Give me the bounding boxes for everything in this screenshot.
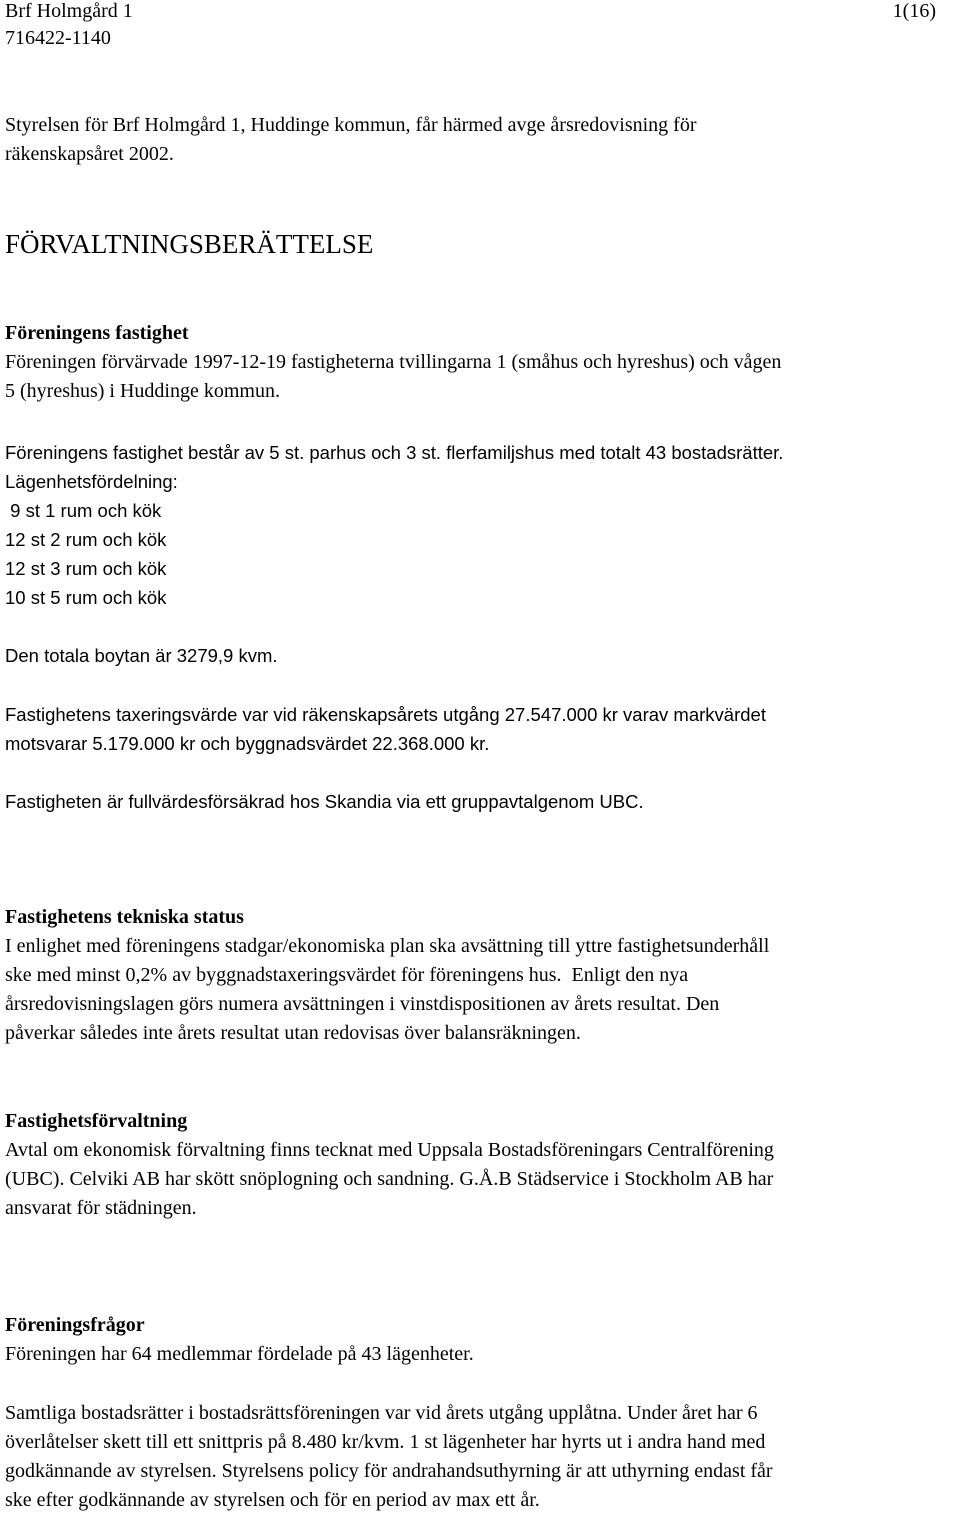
distribution-item: 10 st 5 rum och kök (5, 587, 167, 608)
tekniska-line: ske med minst 0,2% av byggnadstaxeringsvärdet för föreningens hus. Enligt den nya (5, 964, 689, 986)
foreningsfragor-line: överlåtelser skett till ett snittpris på 8.480 kr/kvm. 1 st lägenheter har hyrts ut i andra hand med (5, 1431, 766, 1453)
intro-line-2: räkenskapsåret 2002. (5, 143, 174, 165)
org-name: Brf Holmgård 1 (5, 0, 133, 22)
living-area: Den totala boytan är 3279,9 kvm. (5, 645, 278, 666)
forvaltning-line: (UBC). Celviki AB har skött snöplogning och sandning. G.Å.B Städservice i Stockholm AB har (5, 1168, 774, 1190)
fastighet-composition: Föreningens fastighet består av 5 st. parhus och 3 st. flerfamiljshus med totalt 43 bostadsrätter. (5, 442, 784, 463)
tekniska-line: I enlighet med föreningens stadgar/ekonomiska plan ska avsättning till yttre fastighetsunderhåll (5, 935, 770, 957)
foreningsfragor-line: Samtliga bostadsrätter i bostadsrättsföreningen var vid årets utgång upplåtna. Under året har 6 (5, 1402, 758, 1424)
intro-line-1: Styrelsen för Brf Holmgård 1, Huddinge kommun, får härmed avge årsredovisning för (5, 114, 697, 136)
section-heading-forvaltning: Fastighetsförvaltning (5, 1110, 188, 1132)
tax-value-line-1: Fastighetens taxeringsvärde var vid räkenskapsårets utgång 27.547.000 kr varav markvärdet (5, 704, 766, 725)
page-number: 1(16) (892, 0, 936, 22)
section-heading-fastighet: Föreningens fastighet (5, 322, 189, 344)
fastighet-line-2: 5 (hyreshus) i Huddinge kommun. (5, 380, 280, 402)
tekniska-line: påverkar således inte årets resultat utan redovisas över balansräkningen. (5, 1022, 581, 1044)
distribution-label: Lägenhetsfördelning: (5, 471, 178, 492)
org-number: 716422-1140 (5, 27, 111, 49)
forvaltning-line: ansvarat för städningen. (5, 1197, 197, 1219)
forvaltning-line: Avtal om ekonomisk förvaltning finns tecknat med Uppsala Bostadsföreningars Centralförening (5, 1139, 774, 1161)
tekniska-line: årsredovisningslagen görs numera avsättningen i vinstdispositionen av årets resultat. Den (5, 993, 720, 1015)
fastighet-line-1: Föreningen förvärvade 1997-12-19 fastigheterna tvillingarna 1 (småhus och hyreshus) och vågen (5, 351, 782, 373)
distribution-item: 9 st 1 rum och kök (5, 500, 162, 521)
section-heading-tekniska: Fastighetens tekniska status (5, 906, 244, 928)
main-heading: FÖRVALTNINGSBERÄTTELSE (5, 229, 374, 259)
distribution-item: 12 st 2 rum och kök (5, 529, 167, 550)
foreningsfragor-line: godkännande av styrelsen. Styrelsens policy för andrahandsuthyrning är att uthyrning endast får (5, 1460, 773, 1482)
foreningsfragor-line: ske efter godkännande av styrelsen och för en period av max ett år. (5, 1489, 540, 1511)
tax-value-line-2: motsvarar 5.179.000 kr och byggnadsvärdet 22.368.000 kr. (5, 733, 490, 754)
section-heading-foreningsfragor: Föreningsfrågor (5, 1314, 145, 1336)
members-text: Föreningen har 64 medlemmar fördelade på 43 lägenheter. (5, 1343, 474, 1365)
insurance-text: Fastigheten är fullvärdesförsäkrad hos Skandia via ett gruppavtalgenom UBC. (5, 791, 644, 812)
distribution-item: 12 st 3 rum och kök (5, 558, 167, 579)
